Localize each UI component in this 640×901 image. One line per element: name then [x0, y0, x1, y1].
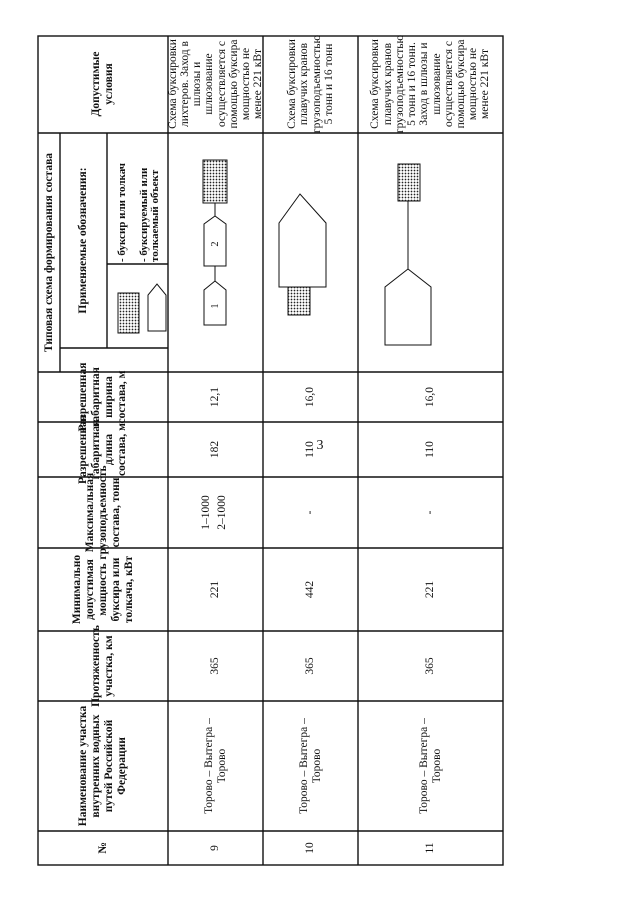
row-11-max-length: 110	[424, 441, 436, 458]
legend-towed-icon	[118, 293, 139, 333]
row-10-scheme	[279, 194, 326, 315]
row-9-tug-1-label: 1	[209, 303, 221, 309]
row-11-capacity: -	[424, 510, 436, 515]
header-length: Протяженность участка, км	[90, 625, 115, 707]
header-name: Наименование участка внутренних водных путей Российской Федерации	[77, 705, 128, 827]
row-11-num: 11	[424, 842, 436, 854]
row-9-capacity-1: 1–1000	[199, 495, 212, 530]
legend-tug-label: - буксир или толкач	[116, 163, 129, 262]
legend-towed-label: - буксируемый или толкаемый объект	[137, 167, 161, 262]
row-9-max-width: 12,1	[209, 386, 221, 408]
row-10-length: 365	[304, 657, 316, 675]
row-11-conditions: Схема буксировки плавучих кранов грузоподъемностью 5 тонн и 16 тонн. Заход в шлюзы и шлюзование осуществляется с помощью буксира мощностью не менее 221 кВт	[369, 34, 492, 134]
legend-title: Применяемые обозначения:	[77, 167, 89, 314]
row-9-max-length: 182	[209, 440, 221, 459]
rotated-table	[38, 36, 503, 865]
row-9-name: Торово – Вытегра – Торово	[202, 718, 228, 814]
header-power: Минимально допустимая мощность буксира или толкача, кВт	[70, 554, 135, 625]
legend-tug-icon	[148, 284, 166, 331]
row-9-power: 221	[209, 580, 221, 599]
row-9-capacity-2: 2–1000	[215, 495, 228, 530]
row-10-power: 442	[304, 580, 316, 599]
header-max-length: Разрешенная габаритная длина состава, м	[77, 415, 128, 484]
row-9-num: 9	[209, 845, 221, 851]
row-10-num: 10	[304, 842, 316, 854]
row-9-conditions: Схема буксировки лихтеров. Заход в шлюзы и шлюзование осуществляется с помощью буксира мощностью не менее 221 кВт	[166, 39, 265, 129]
row-11-name: Торово – Вытегра – Торово	[417, 718, 443, 814]
row-11-max-width: 16,0	[424, 386, 436, 408]
row-10-conditions: Схема буксировки плавучих кранов грузоподъемностью 5 тонн и 16 тонн	[286, 34, 335, 134]
row-11-length: 365	[424, 657, 436, 675]
row-9-length: 365	[209, 657, 221, 675]
header-num: №	[96, 842, 109, 854]
row-10-max-width: 16,0	[304, 386, 316, 408]
header-conditions: Допустимые условия	[90, 51, 115, 117]
page-number: 3	[316, 438, 324, 453]
header-capacity: Максимальная грузоподъемность состава, тонн	[83, 465, 122, 560]
row-10-max-length: 110	[304, 441, 316, 458]
row-11-scheme	[385, 164, 431, 345]
row-10-name: Торово – Вытегра – Торово	[297, 718, 323, 814]
row-10-capacity: -	[304, 510, 316, 515]
row-9-tug-2-label: 2	[209, 241, 221, 247]
row-11-power: 221	[424, 580, 436, 599]
header-scheme: Типовая схема формирования состава	[42, 152, 55, 353]
header-max-width: Разрешенная габаритная ширина состава, м	[77, 362, 128, 432]
